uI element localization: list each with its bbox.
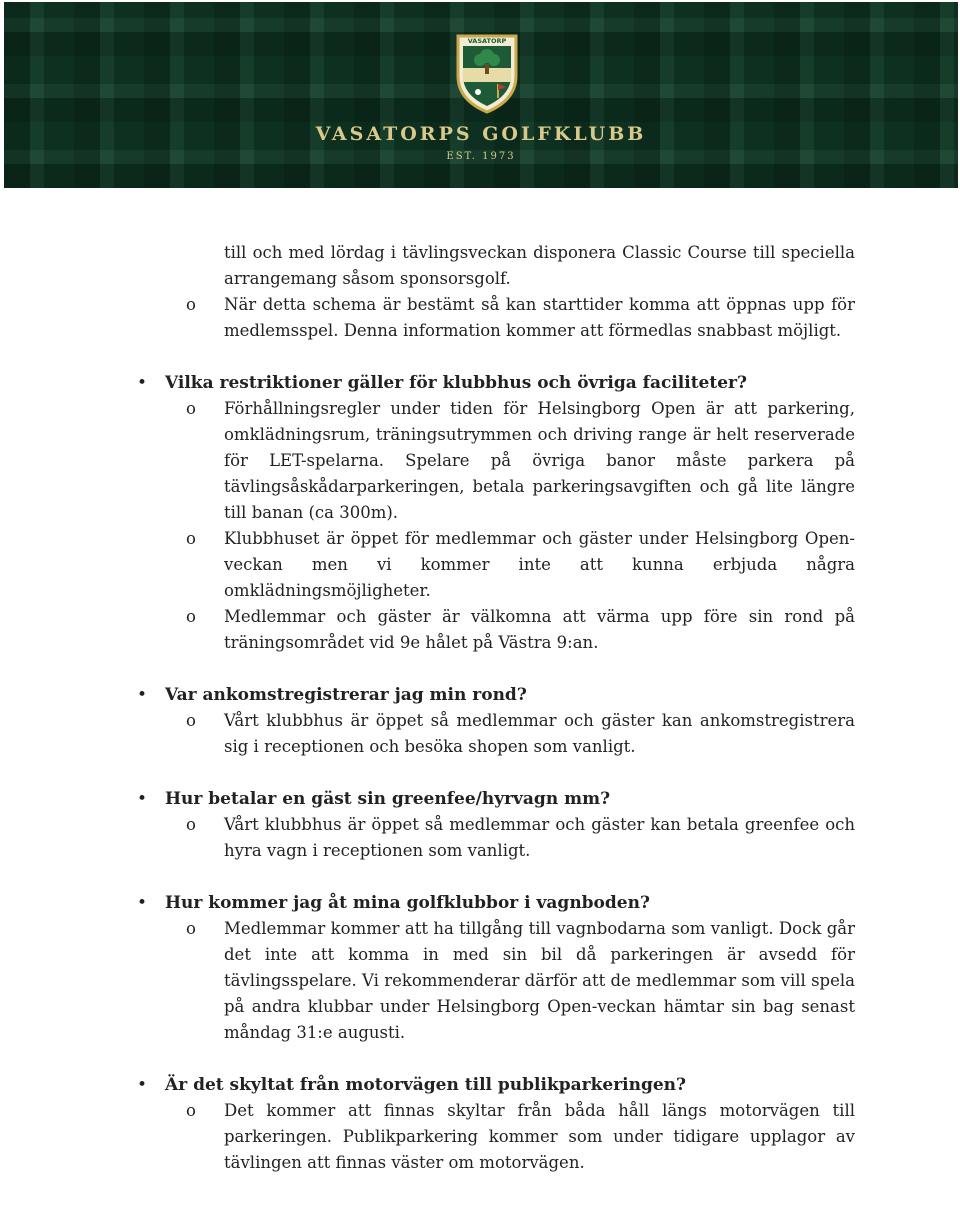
intro-list-item (186, 292, 855, 344)
answer-text: Förhållningsregler under tiden för Helsingborg Open är att parkering, omklädningsrum, träningsutrymmen och driving range är helt reserverade för LET-spelarna. Spelare på övriga banor måste parkera på tävlingsåskådarparkeringen, betala parkeringsavgiften och gå lite längre till banan (ca 300m). (224, 399, 855, 522)
answer-text: Vårt klubbhus är öppet så medlemmar och gäster kan ankomstregistrera sig i receptionen och besöka shopen som vanligt. (224, 711, 855, 756)
question-heading (137, 890, 855, 916)
answer-item (186, 708, 855, 760)
answer-text: Klubbhuset är öppet för medlemmar och gäster under Helsingborg Open-veckan men vi kommer inte att kunna erbjuda några omklädningsmöjligheter. (224, 529, 855, 600)
answer-item (186, 1098, 855, 1176)
question-heading (137, 370, 855, 396)
answer-text: Medlemmar kommer att ha tillgång till vagnbodarna som vanligt. Dock går det inte att komma in med sin bil då parkeringen är avsedd för tävlingsspelare. Vi rekommenderar därför att de medlemmar som vill spela på andra klubbar under Helsingborg Open-veckan hämtar sin bag senast måndag 31:e augusti. (224, 919, 855, 1042)
circle-bullet-icon: o (186, 919, 196, 938)
answer-item (186, 604, 855, 656)
circle-bullet-icon: o (186, 607, 196, 626)
question-text: Hur betalar en gäst sin greenfee/hyrvagn mm? (165, 789, 611, 809)
circle-bullet-icon: o (186, 711, 196, 730)
club-name: VASATORPS GOLFKLUBB (315, 123, 647, 145)
question-heading (137, 786, 855, 812)
crest-label: VASATORP (467, 37, 507, 45)
answer-item (186, 396, 855, 526)
answer-text: Vårt klubbhus är öppet så medlemmar och gäster kan betala greenfee och hyra vagn i receptionen som vanligt. (224, 815, 855, 860)
question-text: Vilka restriktioner gäller för klubbhus och övriga faciliteter? (165, 373, 747, 393)
question-heading (137, 1072, 855, 1098)
bullet-icon: • (137, 1075, 148, 1095)
answer-item (186, 812, 855, 864)
circle-bullet-icon: o (186, 399, 196, 418)
question-heading (137, 682, 855, 708)
question-text: Var ankomstregistrerar jag min rond? (165, 685, 527, 705)
answer-item (186, 526, 855, 604)
continuation-paragraph (224, 240, 855, 292)
continuation-text: till och med lördag i tävlingsveckan disponera Classic Course till speciella arrangemang såsom sponsorsgolf. (224, 243, 855, 288)
question-text: Hur kommer jag åt mina golfklubbor i vagnboden? (165, 893, 650, 913)
answer-text: Medlemmar och gäster är välkomna att värma upp före sin rond på träningsområdet vid 9e hålet på Västra 9:an. (224, 607, 855, 652)
bullet-icon: • (137, 373, 148, 393)
answer-text: När detta schema är bestämt så kan starttider komma att öppnas upp för medlemsspel. Denna information kommer att förmedlas snabbast möjligt. (224, 295, 855, 340)
circle-bullet-icon: o (186, 529, 196, 548)
bullet-icon: • (137, 685, 148, 705)
circle-bullet-icon: o (186, 1101, 196, 1120)
circle-bullet-icon: o (186, 815, 196, 834)
question-text: Är det skyltat från motorvägen till publikparkeringen? (165, 1075, 686, 1095)
answer-item (186, 916, 855, 1046)
bullet-icon: • (137, 789, 148, 809)
document-body (0, 240, 960, 1176)
circle-bullet-icon: o (186, 295, 196, 314)
answer-text: Det kommer att finnas skyltar från båda håll längs motorvägen till parkeringen. Publikparkering kommer som under tidigare upplagor av tävlingen att finnas väster om motorvägen. (224, 1101, 855, 1172)
header-banner (4, 2, 958, 188)
club-crest-icon (454, 30, 520, 114)
bullet-icon: • (137, 893, 148, 913)
club-established: EST. 1973 (446, 151, 516, 162)
